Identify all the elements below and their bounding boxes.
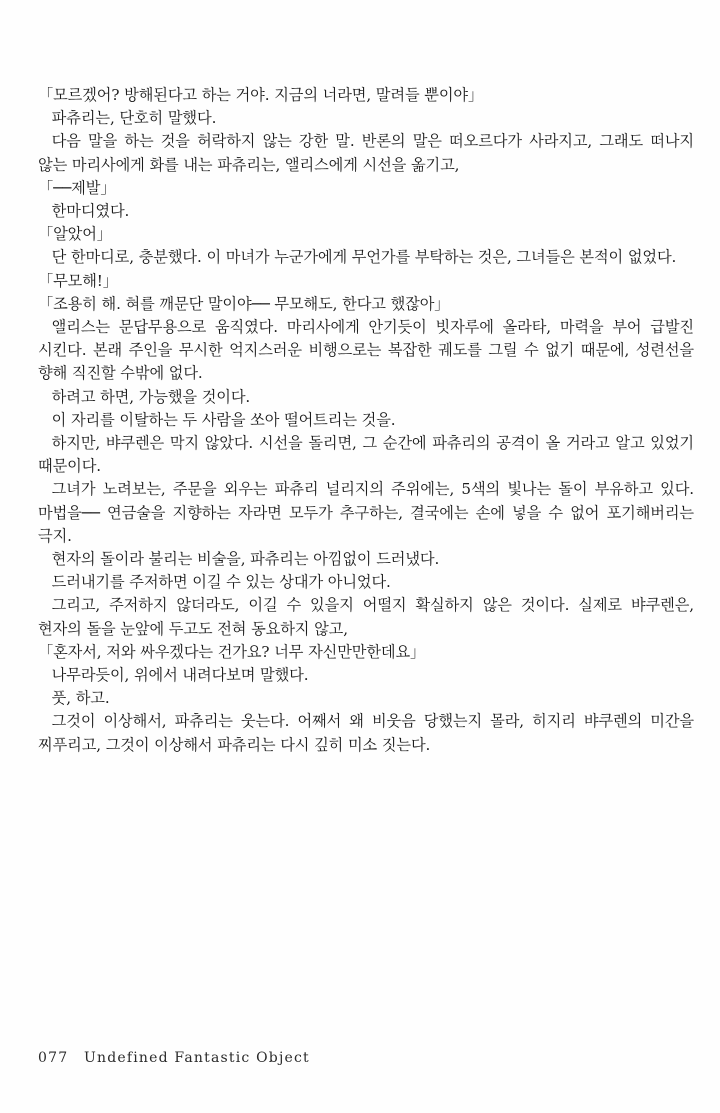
paragraph: 하지만, 뱌쿠렌은 막지 않았다. 시선을 돌리면, 그 순간에 파츄리의 공격이 올 거라고 알고 있었기 때문이다. [38, 434, 694, 476]
page-number: 077 [38, 1050, 69, 1066]
paragraph: 「알았어」 [38, 225, 112, 244]
paragraph: 「조용히 해. 혀를 깨문단 말이야── 무모해도, 한다고 했잖아」 [38, 294, 450, 313]
paragraph: 한마디였다. [51, 202, 130, 221]
paragraph: 드러내기를 주저하면 이길 수 있는 상대가 아니었다. [51, 573, 391, 592]
book-title: Undefined Fantastic Object [83, 1050, 310, 1066]
paragraph: 「무모해!」 [38, 271, 118, 290]
body-text [38, 84, 694, 757]
page-footer [38, 1050, 310, 1066]
paragraph: 그녀가 노려보는, 주문을 외우는 파츄리 널리지의 주위에는, 5색의 빛나는 돌이 부유하고 있다. 마법을── 연금술을 지향하는 자라면 모두가 추구하는, 결국에는 손에 넣을 수 없어 포기해버리는 극지. [38, 480, 694, 545]
paragraph: 하려고 하면, 가능했을 것이다. [51, 387, 251, 406]
paragraph: 다음 말을 하는 것을 허락하지 않는 강한 말. 반론의 말은 떠오르다가 사라지고, 그래도 떠나지 않는 마리사에게 화를 내는 파츄리는, 앨리스에게 시선을 옮기고, [38, 132, 694, 174]
paragraph: 앨리스는 문답무용으로 움직였다. 마리사에게 안기듯이 빗자루에 올라타, 마력을 부어 급발진 시킨다. 본래 주인을 무시한 억지스러운 비행으로는 복잡한 궤도를 그릴 수 없기 때문에, 성련선을 향해 직진할 수밖에 없다. [38, 318, 694, 383]
paragraph: 그것이 이상해서, 파츄리는 웃는다. 어째서 왜 비웃음 당했는지 몰라, 히지리 뱌쿠렌의 미간을 찌푸리고, 그것이 이상해서 파츄리는 다시 깊히 미소 짓는다. [38, 712, 694, 754]
paragraph: 단 한마디로, 충분했다. 이 마녀가 누군가에게 무언가를 부탁하는 것은, 그녀들은 본적이 없었다. [51, 248, 677, 267]
paragraph: 「──제발」 [38, 178, 116, 197]
paragraph: 풋, 하고. [51, 689, 110, 708]
paragraph: 현자의 돌이라 불리는 비술을, 파츄리는 아낌없이 드러냈다. [51, 550, 440, 569]
paragraph: 파츄리는, 단호히 말했다. [51, 109, 217, 128]
paragraph: 「모르겠어? 방해된다고 하는 거야. 지금의 너라면, 말려들 뿐이야」 [38, 86, 484, 104]
paragraph: 이 자리를 이탈하는 두 사람을 쏘아 떨어트리는 것을. [51, 410, 396, 429]
paragraph: 「혼자서, 저와 싸우겠다는 건가요? 너무 자신만만한데요」 [38, 642, 426, 661]
paragraph: 그리고, 주저하지 않더라도, 이길 수 있을지 어떨지 확실하지 않은 것이다. 실제로 뱌쿠렌은, 현자의 돌을 눈앞에 두고도 전혀 동요하지 않고, [38, 596, 694, 638]
paragraph: 나무라듯이, 위에서 내려다보며 말했다. [51, 666, 309, 685]
